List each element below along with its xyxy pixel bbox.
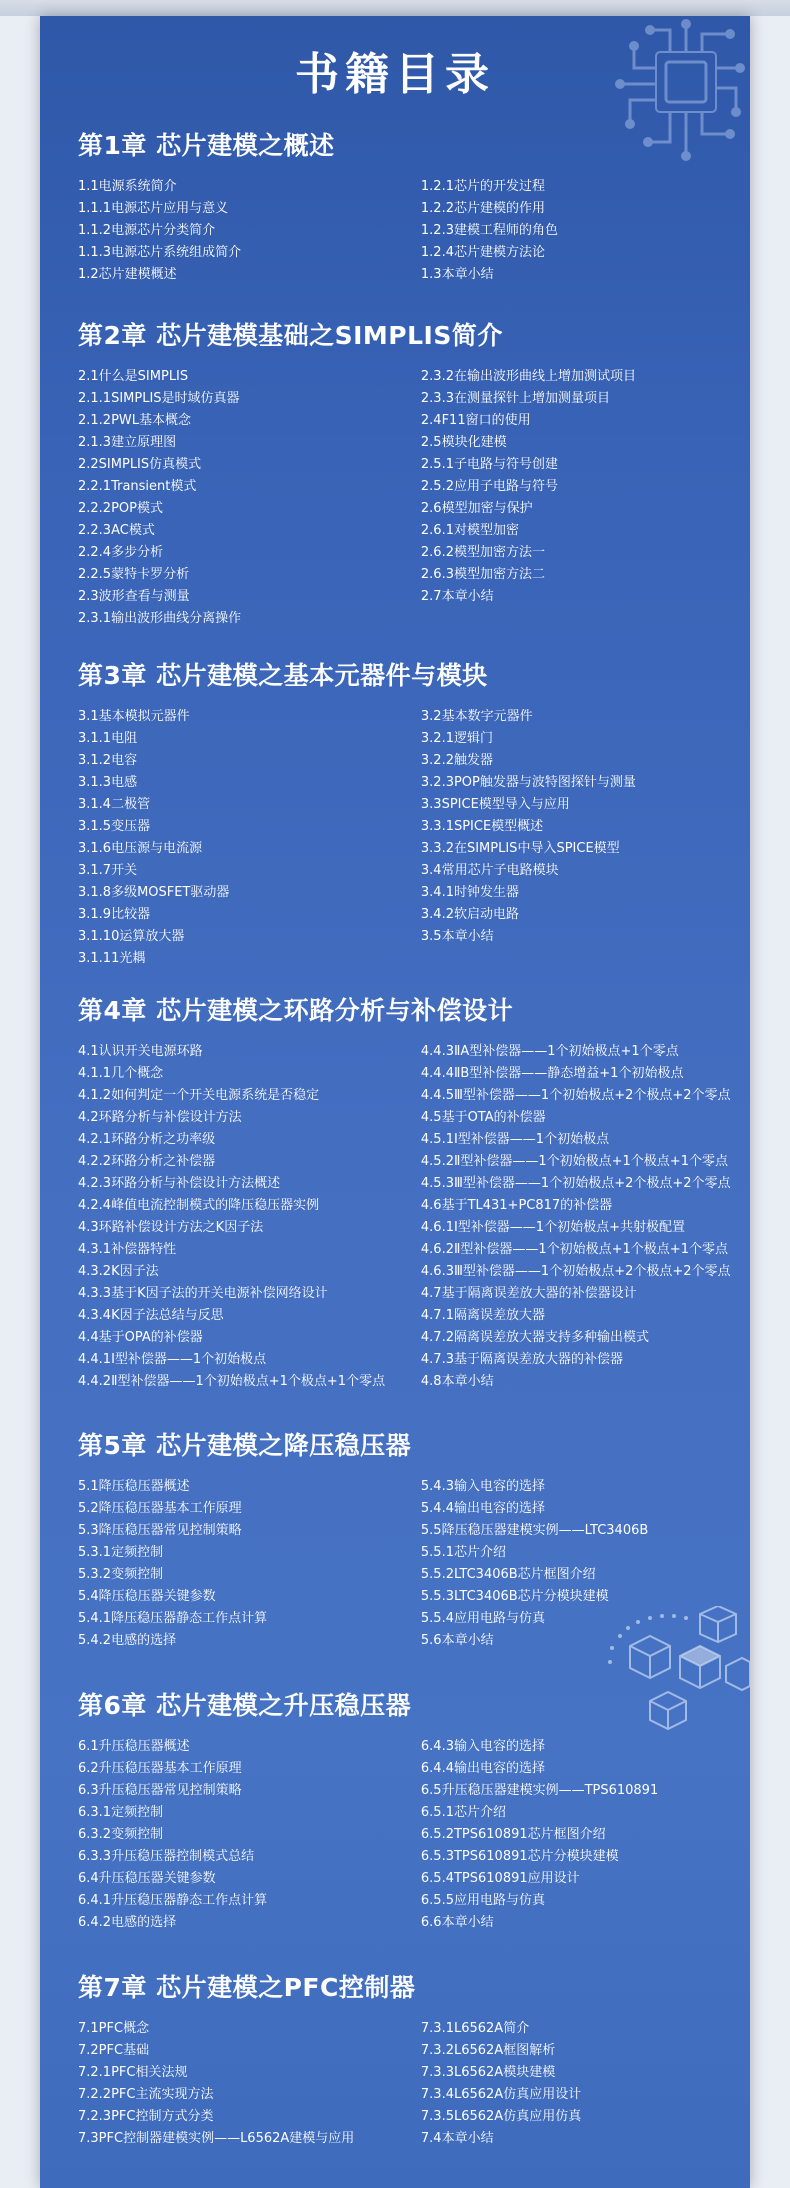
toc-item[interactable]: 1.2.2芯片建模的作用 xyxy=(420,201,545,216)
toc-item[interactable]: 3.2.3POP触发器与波特图探针与测量 xyxy=(420,775,636,790)
toc-item[interactable]: 1.2.4芯片建模方法论 xyxy=(420,245,545,260)
toc-item[interactable]: 5.5.4应用电路与仿真 xyxy=(420,1611,545,1626)
toc-column-left xyxy=(78,1476,421,1652)
toc-item[interactable]: 7.2.3PFC控制方式分类 xyxy=(78,2109,214,2124)
toc-item[interactable]: 2.3.1输出波形曲线分离操作 xyxy=(78,611,242,626)
toc-item[interactable]: 6.5.1芯片介绍 xyxy=(420,1805,506,1820)
toc-item[interactable]: 6.1升压稳压器概述 xyxy=(78,1739,190,1754)
toc-item[interactable]: 2.1.1SIMPLIS是时域仿真器 xyxy=(78,391,240,406)
chapter-4 xyxy=(78,991,738,1393)
chapter-title: 第5章 芯片建模之降压稳压器 xyxy=(78,1431,412,1460)
toc-item[interactable]: 3.1.3电感 xyxy=(78,775,138,790)
toc-column-right xyxy=(421,1041,738,1393)
toc-item[interactable]: 6.3.2变频控制 xyxy=(78,1827,164,1842)
toc-item[interactable]: 2.1什么是SIMPLIS xyxy=(78,369,189,384)
toc-item[interactable]: 2.3.2在输出波形曲线上增加测试项目 xyxy=(420,369,636,384)
chapter-title: 第2章 芯片建模基础之SIMPLIS简介 xyxy=(78,321,503,350)
toc-item[interactable]: 3.1.4二极管 xyxy=(78,797,151,812)
toc-item[interactable]: 6.5.4TPS610891应用设计 xyxy=(420,1871,580,1886)
toc-item[interactable]: 4.4.5Ⅲ型补偿器——1个初始极点+2个极点+2个零点 xyxy=(420,1088,731,1103)
toc-item[interactable]: 6.3.3升压稳压器控制模式总结 xyxy=(78,1849,255,1864)
toc-item[interactable]: 6.4.4输出电容的选择 xyxy=(420,1761,545,1776)
toc-item[interactable]: 3.1.9比较器 xyxy=(78,907,151,922)
toc-item[interactable]: 4.2.1环路分析之功率级 xyxy=(78,1132,216,1147)
toc-item[interactable]: 7.2PFC基础 xyxy=(78,2043,150,2058)
toc-item[interactable]: 3.1基本模拟元器件 xyxy=(78,709,190,724)
toc-item[interactable]: 4.1.2如何判定一个开关电源系统是否稳定 xyxy=(78,1088,320,1103)
toc-item[interactable]: 7.3.5L6562A仿真应用仿真 xyxy=(420,2109,582,2124)
toc-item[interactable]: 2.3.3在测量探针上增加测量项目 xyxy=(420,391,610,406)
toc-column-left xyxy=(78,706,421,970)
toc-item[interactable]: 4.1.1几个概念 xyxy=(78,1066,164,1081)
toc-item[interactable]: 7.1PFC概念 xyxy=(78,2021,150,2036)
toc-item[interactable]: 1.1.1电源芯片应用与意义 xyxy=(78,201,229,216)
toc-item[interactable]: 4.6.1Ⅰ型补偿器——1个初始极点+共射极配置 xyxy=(420,1220,685,1235)
toc-column-right xyxy=(421,176,738,286)
toc-item[interactable]: 5.3降压稳压器常见控制策略 xyxy=(78,1523,242,1538)
toc-item[interactable]: 6.4.3输入电容的选择 xyxy=(420,1739,545,1754)
chapter-5 xyxy=(78,1426,738,1652)
toc-item[interactable]: 4.5.3Ⅲ型补偿器——1个初始极点+2个极点+2个零点 xyxy=(420,1176,731,1191)
toc-item[interactable]: 3.3.1SPICE模型概述 xyxy=(420,819,544,834)
toc-item[interactable]: 3.4.2软启动电路 xyxy=(420,907,519,922)
toc-item[interactable]: 4.4.4ⅡB型补偿器——静态增益+1个初始极点 xyxy=(420,1066,684,1081)
chapter-3 xyxy=(78,656,738,970)
toc-item[interactable]: 2.4F11窗口的使用 xyxy=(420,413,531,428)
toc-item[interactable]: 2.2.3AC模式 xyxy=(78,523,155,538)
toc-item[interactable]: 2.2.5蒙特卡罗分析 xyxy=(78,567,190,582)
toc-item[interactable]: 7.3.3L6562A模块建模 xyxy=(420,2065,556,2080)
toc-item[interactable]: 1.2.3建模工程师的角色 xyxy=(420,223,558,238)
toc-item[interactable]: 7.2.1PFC相关法规 xyxy=(78,2065,188,2080)
toc-item[interactable]: 4.4基于OPA的补偿器 xyxy=(78,1330,203,1345)
toc-item[interactable]: 5.3.2变频控制 xyxy=(78,1567,164,1582)
toc-item[interactable]: 2.1.3建立原理图 xyxy=(78,435,177,450)
toc-item[interactable]: 5.1降压稳压器概述 xyxy=(78,1479,190,1494)
page-title: 书籍目录 xyxy=(295,49,495,100)
chapter-6 xyxy=(78,1686,738,1934)
toc-item[interactable]: 4.2环路分析与补偿设计方法 xyxy=(78,1110,242,1125)
toc-item[interactable]: 6.5.2TPS610891芯片框图介绍 xyxy=(420,1827,606,1842)
toc-column-right xyxy=(421,366,738,630)
toc-column-right xyxy=(421,2018,738,2150)
chapter-2 xyxy=(78,316,738,630)
toc-item[interactable]: 1.2.1芯片的开发过程 xyxy=(420,179,545,194)
toc-column-left xyxy=(78,176,421,286)
toc-item[interactable]: 7.3.1L6562A简介 xyxy=(420,2021,530,2036)
toc-item[interactable]: 4.6基于TL431+PC817的补偿器 xyxy=(420,1198,613,1213)
toc-item[interactable]: 2.2SIMPLIS仿真模式 xyxy=(78,457,202,472)
toc-item[interactable]: 2.2.4多步分析 xyxy=(78,545,164,560)
toc-item[interactable]: 4.5.1Ⅰ型补偿器——1个初始极点 xyxy=(420,1132,610,1147)
toc-item[interactable]: 6.3升压稳压器常见控制策略 xyxy=(78,1783,242,1798)
toc-item[interactable]: 3.1.1电阻 xyxy=(78,731,138,746)
toc-item[interactable]: 4.3.4K因子法总结与反思 xyxy=(78,1308,224,1323)
toc-item[interactable]: 6.3.1定频控制 xyxy=(78,1805,164,1820)
toc-item[interactable]: 6.5升压稳压器建模实例——TPS610891 xyxy=(420,1783,659,1798)
toc-item[interactable]: 3.5本章小结 xyxy=(420,929,494,944)
toc-item[interactable]: 4.3.3基于K因子法的开关电源补偿网络设计 xyxy=(78,1286,328,1301)
toc-item[interactable]: 2.5.1子电路与符号创建 xyxy=(420,457,558,472)
chapter-title: 第7章 芯片建模之PFC控制器 xyxy=(78,1973,416,2002)
toc-item[interactable]: 4.3环路补偿设计方法之K因子法 xyxy=(78,1220,264,1235)
toc-item[interactable]: 2.6.2模型加密方法一 xyxy=(420,545,545,560)
toc-item[interactable]: 3.1.5变压器 xyxy=(78,819,151,834)
toc-item[interactable]: 7.3PFC控制器建模实例——L6562A建模与应用 xyxy=(78,2131,355,2146)
toc-item[interactable]: 5.4.4输出电容的选择 xyxy=(420,1501,545,1516)
toc-column-left xyxy=(78,1736,421,1934)
chapter-title: 第3章 芯片建模之基本元器件与模块 xyxy=(78,661,488,690)
toc-item[interactable]: 4.8本章小结 xyxy=(420,1374,494,1389)
toc-item[interactable]: 5.5.3LTC3406B芯片分模块建模 xyxy=(420,1589,609,1604)
toc-column-left xyxy=(78,2018,421,2150)
toc-item[interactable]: 2.5.2应用子电路与符号 xyxy=(420,479,558,494)
toc-item[interactable]: 4.4.3ⅡA型补偿器——1个初始极点+1个零点 xyxy=(420,1044,679,1059)
toc-item[interactable]: 3.4.1时钟发生器 xyxy=(420,885,519,900)
chapter-title: 第1章 芯片建模之概述 xyxy=(78,131,335,160)
toc-panel xyxy=(40,16,750,2188)
chapter-title: 第4章 芯片建模之环路分析与补偿设计 xyxy=(78,996,514,1025)
toc-item[interactable]: 2.6模型加密与保护 xyxy=(420,501,533,516)
toc-item[interactable]: 4.7基于隔离误差放大器的补偿器设计 xyxy=(420,1286,637,1301)
toc-item[interactable]: 3.2.2触发器 xyxy=(420,753,493,768)
toc-item[interactable]: 4.2.3环路分析与补偿设计方法概述 xyxy=(78,1176,281,1191)
toc-item[interactable]: 4.2.2环路分析之补偿器 xyxy=(78,1154,216,1169)
toc-item[interactable]: 3.1.6电压源与电流源 xyxy=(78,841,203,856)
toc-item[interactable]: 5.5降压稳压器建模实例——LTC3406B xyxy=(420,1523,649,1538)
toc-item[interactable]: 3.4常用芯片子电路模块 xyxy=(420,863,559,878)
toc-item[interactable]: 4.3.2K因子法 xyxy=(78,1264,159,1279)
toc-item[interactable]: 7.4本章小结 xyxy=(420,2131,494,2146)
toc-item[interactable]: 3.1.7开关 xyxy=(78,863,138,878)
toc-item[interactable]: 4.4.1Ⅰ型补偿器——1个初始极点 xyxy=(78,1352,267,1367)
toc-item[interactable]: 7.3.4L6562A仿真应用设计 xyxy=(420,2087,582,2102)
toc-item[interactable]: 5.4.2电感的选择 xyxy=(78,1633,177,1648)
toc-item[interactable]: 4.1认识开关电源环路 xyxy=(78,1044,203,1059)
toc-item[interactable]: 3.1.10运算放大器 xyxy=(78,929,185,944)
toc-item[interactable]: 4.7.2隔离误差放大器支持多种输出模式 xyxy=(420,1330,649,1345)
toc-item[interactable]: 7.2.2PFC主流实现方法 xyxy=(78,2087,214,2102)
toc-item[interactable]: 4.6.2Ⅱ型补偿器——1个初始极点+1个极点+1个零点 xyxy=(420,1242,728,1257)
chapter-7 xyxy=(78,1968,738,2150)
toc-item[interactable]: 6.5.3TPS610891芯片分模块建模 xyxy=(420,1849,619,1864)
toc-column-right xyxy=(421,1476,738,1652)
chapter-title: 第6章 芯片建模之升压稳压器 xyxy=(78,1691,412,1720)
toc-item[interactable]: 4.4.2Ⅱ型补偿器——1个初始极点+1个极点+1个零点 xyxy=(78,1374,386,1389)
toc-column-left xyxy=(78,366,421,630)
toc-item[interactable]: 3.2.1逻辑门 xyxy=(420,731,493,746)
toc-item[interactable]: 3.3SPICE模型导入与应用 xyxy=(420,797,570,812)
toc-item[interactable]: 4.7.1隔离误差放大器 xyxy=(420,1308,545,1323)
toc-column-right xyxy=(421,706,738,970)
toc-item[interactable]: 4.5.2Ⅱ型补偿器——1个初始极点+1个极点+1个零点 xyxy=(420,1154,728,1169)
toc-item[interactable]: 2.2.2POP模式 xyxy=(78,501,163,516)
toc-column-left xyxy=(78,1041,421,1393)
toc-item[interactable]: 1.1电源系统简介 xyxy=(78,179,177,194)
toc-item[interactable]: 4.3.1补偿器特性 xyxy=(78,1242,177,1257)
toc-item[interactable]: 5.5.2LTC3406B芯片框图介绍 xyxy=(420,1567,596,1582)
toc-column-right xyxy=(421,1736,738,1934)
toc-item[interactable]: 3.1.11光耦 xyxy=(78,951,146,966)
toc-item[interactable]: 2.1.2PWL基本概念 xyxy=(78,413,192,428)
toc-item[interactable]: 3.1.8多级MOSFET驱动器 xyxy=(78,885,230,900)
toc-item[interactable]: 6.4.1升压稳压器静态工作点计算 xyxy=(78,1893,268,1908)
toc-item[interactable]: 3.3.2在SIMPLIS中导入SPICE模型 xyxy=(420,841,620,856)
toc-item[interactable]: 3.2基本数字元器件 xyxy=(420,709,533,724)
toc-item[interactable]: 1.1.2电源芯片分类简介 xyxy=(78,223,216,238)
top-strip xyxy=(0,0,790,16)
toc-item[interactable]: 5.6本章小结 xyxy=(420,1633,494,1648)
toc-item[interactable]: 3.1.2电容 xyxy=(78,753,138,768)
chapter-1 xyxy=(78,126,738,286)
toc-item[interactable]: 4.2.4峰值电流控制模式的降压稳压器实例 xyxy=(78,1198,320,1213)
toc-item[interactable]: 6.4升压稳压器关键参数 xyxy=(78,1871,216,1886)
toc-item[interactable]: 5.5.1芯片介绍 xyxy=(420,1545,506,1560)
toc-item[interactable]: 5.3.1定频控制 xyxy=(78,1545,164,1560)
toc-item[interactable]: 2.6.1对模型加密 xyxy=(420,523,519,538)
toc-item[interactable]: 2.5模块化建模 xyxy=(420,435,507,450)
toc-item[interactable]: 5.2降压稳压器基本工作原理 xyxy=(78,1501,242,1516)
toc-item[interactable]: 4.5基于OTA的补偿器 xyxy=(420,1110,546,1125)
toc-item[interactable]: 1.3本章小结 xyxy=(420,267,494,282)
toc-item[interactable]: 5.4降压稳压器关键参数 xyxy=(78,1589,216,1604)
toc-item[interactable]: 2.7本章小结 xyxy=(420,589,494,604)
toc-item[interactable]: 6.6本章小结 xyxy=(420,1915,494,1930)
toc-item[interactable]: 2.2.1Transient模式 xyxy=(78,479,197,494)
toc-item[interactable]: 1.2芯片建模概述 xyxy=(78,267,177,282)
toc-item[interactable]: 5.4.3输入电容的选择 xyxy=(420,1479,545,1494)
toc-item[interactable]: 5.4.1降压稳压器静态工作点计算 xyxy=(78,1611,268,1626)
toc-item[interactable]: 6.2升压稳压器基本工作原理 xyxy=(78,1761,242,1776)
toc-item[interactable]: 1.1.3电源芯片系统组成简介 xyxy=(78,245,242,260)
toc-item[interactable]: 4.6.3Ⅲ型补偿器——1个初始极点+2个极点+2个零点 xyxy=(420,1264,731,1279)
toc-item[interactable]: 6.4.2电感的选择 xyxy=(78,1915,177,1930)
toc-item[interactable]: 2.3波形查看与测量 xyxy=(78,589,190,604)
toc-item[interactable]: 7.3.2L6562A框图解析 xyxy=(420,2043,556,2058)
toc-item[interactable]: 6.5.5应用电路与仿真 xyxy=(420,1893,545,1908)
toc-item[interactable]: 2.6.3模型加密方法二 xyxy=(420,567,545,582)
toc-item[interactable]: 4.7.3基于隔离误差放大器的补偿器 xyxy=(420,1352,623,1367)
